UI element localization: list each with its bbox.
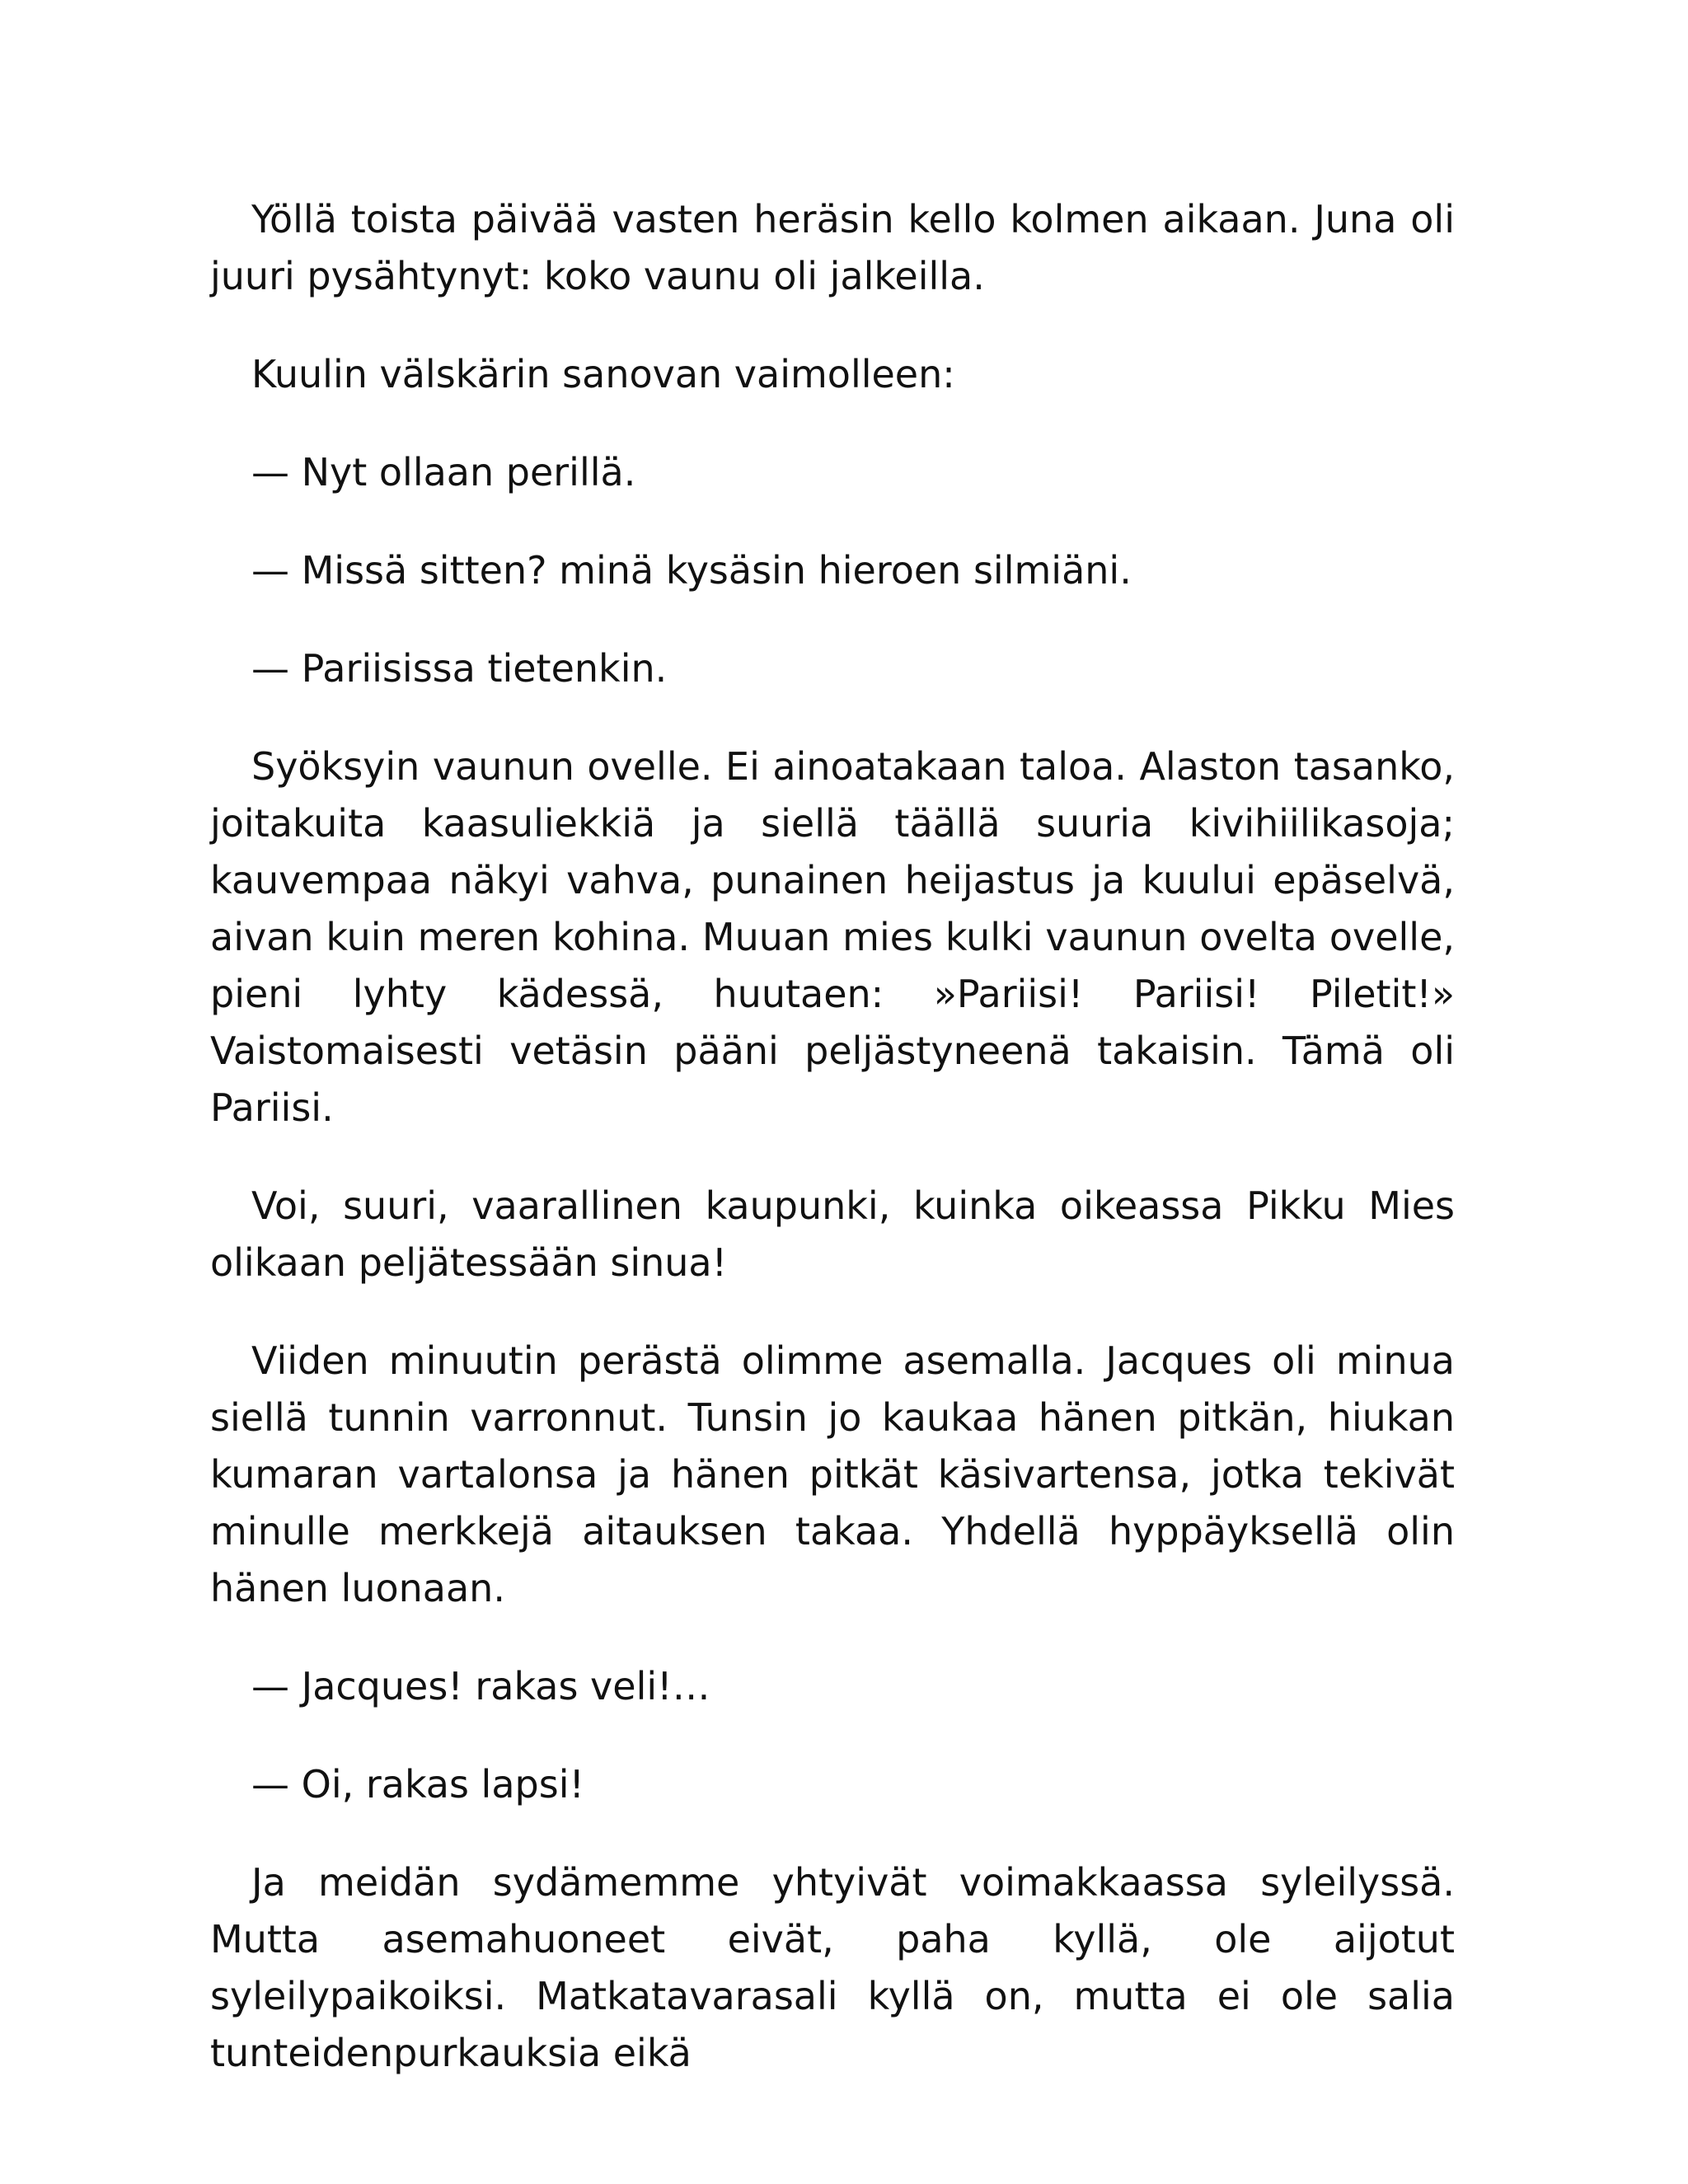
paragraph: Kuulin välskärin sanovan vaimolleen: — [251, 352, 955, 396]
paragraph: Ja meidän sydämemme yhtyivät voimakkaassa syleilyssä. Mutta asemahuoneet eivät, paha kyllä, ole aijotut syleilypaikoiksi. Matkatavarasali kyllä on, mutta ei ole salia tunteidenpurkauksia eikä — [210, 1860, 1455, 2075]
paragraph: Yöllä toista päivää vasten heräsin kello kolmen aikaan. Juna oli juuri pysähtynyt: koko vaunu oli jalkeilla. — [210, 197, 1455, 298]
paragraph: Voi, suuri, vaarallinen kaupunki, kuinka oikeassa Pikku Mies olikaan peljätessään sinua! — [210, 1183, 1455, 1285]
dialogue-line: — Jacques! rakas veli!… — [251, 1664, 710, 1708]
paragraph: Viiden minuutin perästä olimme asemalla. Jacques oli minua siellä tunnin varronnut. Tunsin jo kaukaa hänen pitkän, hiukan kumaran vartalonsa ja hänen pitkät käsivartensa, jotka tekivät minulle merkkejä aitauksen takaa. Yhdellä hyppäyksellä olin hänen luonaan. — [210, 1338, 1455, 1610]
dialogue-line: — Oi, rakas lapsi! — [251, 1762, 584, 1807]
paragraph: Syöksyin vaunun ovelle. Ei ainoatakaan taloa. Alaston tasanko, joitakuita kaasuliekkiä ja siellä täällä suuria kivihiilikasoja; kauvempaa näkyi vahva, punainen heijastus ja kuului epäselvä, aivan kuin meren kohina. Muuan mies kulki vaunun ovelta ovelle, pieni lyhty kädessä, huutaen: »Pariisi! Pariisi! Piletit!» Vaistomaisesti vetäsin pääni peljästyneenä takaisin. Tämä oli Pariisi. — [210, 744, 1455, 1130]
page-text — [210, 191, 1455, 2123]
dialogue-line: — Nyt ollaan perillä. — [251, 450, 636, 494]
dialogue-line: — Missä sitten? minä kysäsin hieroen silmiäni. — [251, 548, 1132, 593]
dialogue-line: — Pariisissa tietenkin. — [251, 646, 668, 691]
